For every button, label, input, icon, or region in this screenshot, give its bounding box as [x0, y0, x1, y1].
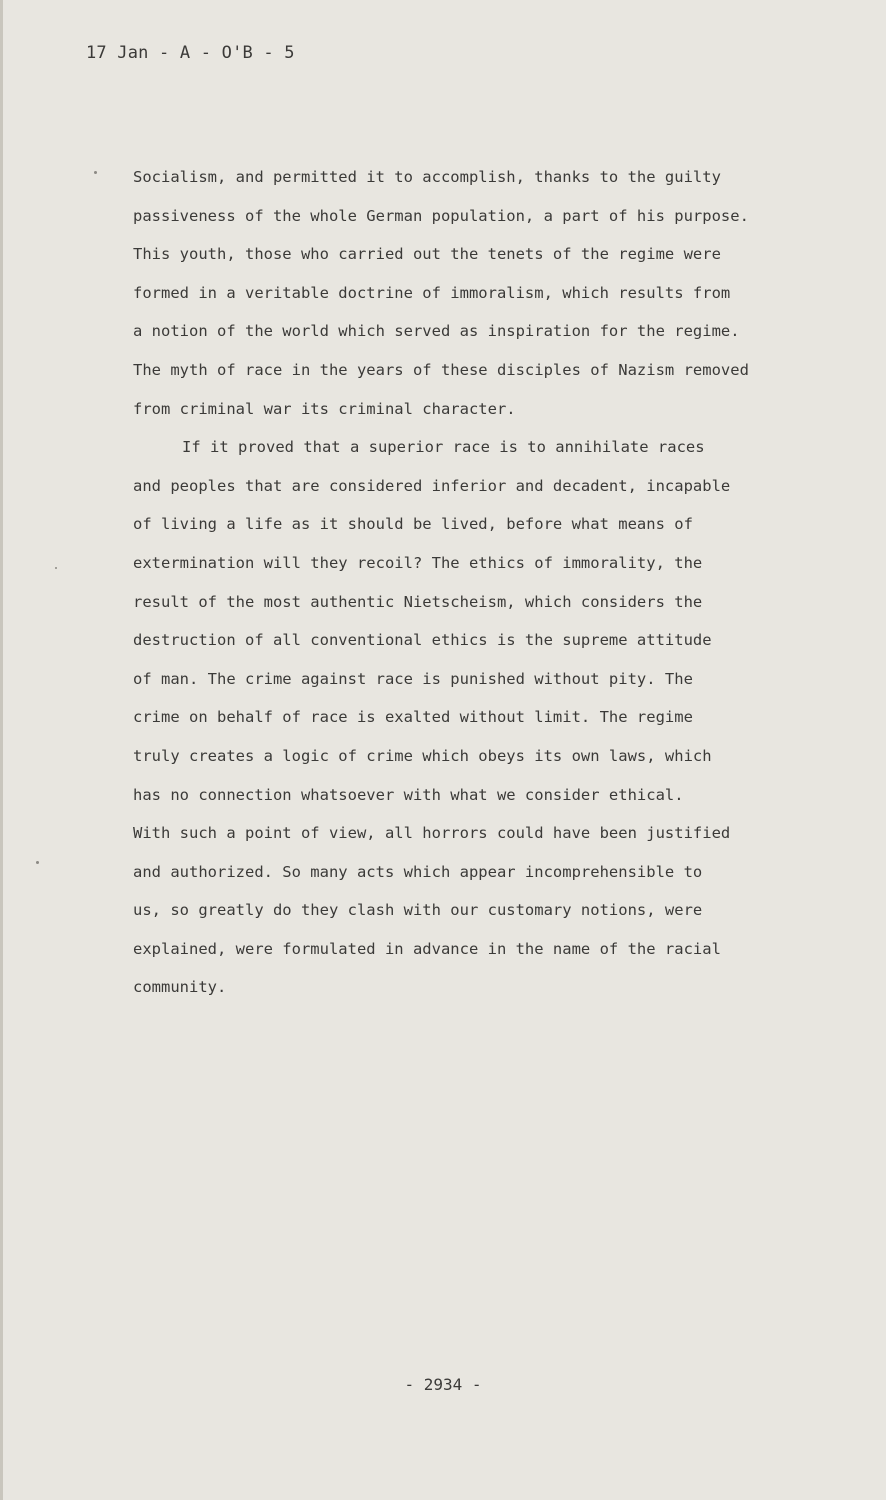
text-line: extermination will they recoil? The ethics of immorality, the	[133, 553, 703, 572]
text-line: destruction of all conventional ethics is the supreme attitude	[133, 631, 712, 650]
text-line: of man. The crime against race is punished without pity. The	[133, 669, 693, 688]
text-line: The myth of race in the years of these disciples of Nazism removed	[133, 360, 749, 379]
paper-speck	[36, 861, 39, 864]
text-line: truly creates a logic of crime which obeys its own laws, which	[133, 746, 712, 765]
page-edge	[0, 0, 3, 1500]
text-line: crime on behalf of race is exalted without limit. The regime	[133, 708, 693, 727]
text-line: and peoples that are considered inferior and decadent, incapable	[133, 476, 731, 495]
paper-speck	[94, 171, 97, 174]
text-line: of living a life as it should be lived, before what means of	[133, 515, 693, 534]
text-line: us, so greatly do they clash with our customary notions, were	[133, 901, 703, 920]
text-line: This youth, those who carried out the tenets of the regime were	[133, 245, 721, 264]
text-line: community.	[133, 978, 227, 997]
text-line: passiveness of the whole German population, a part of his purpose.	[133, 206, 749, 225]
text-line: If it proved that a superior race is to annihilate races	[182, 438, 705, 457]
text-line: a notion of the world which served as inspiration for the regime.	[133, 322, 740, 341]
text-line: Socialism, and permitted it to accomplish, thanks to the guilty	[133, 168, 721, 186]
text-line: With such a point of view, all horrors could have been justified	[133, 824, 731, 843]
text-line: has no connection whatsoever with what we consider ethical.	[133, 785, 684, 804]
page-number: - 2934 -	[404, 1375, 482, 1394]
body-text	[133, 158, 793, 1007]
text-line: formed in a veritable doctrine of immoralism, which results from	[133, 283, 731, 302]
text-line: and authorized. So many acts which appear incomprehensible to	[133, 862, 703, 881]
text-line: result of the most authentic Nietscheism, which considers the	[133, 592, 703, 611]
text-line: from criminal war its criminal character.	[133, 399, 516, 418]
paper-speck	[55, 567, 57, 569]
text-line: explained, were formulated in advance in the name of the racial	[133, 939, 721, 958]
page-header: 17 Jan - A - O'B - 5	[86, 43, 295, 63]
